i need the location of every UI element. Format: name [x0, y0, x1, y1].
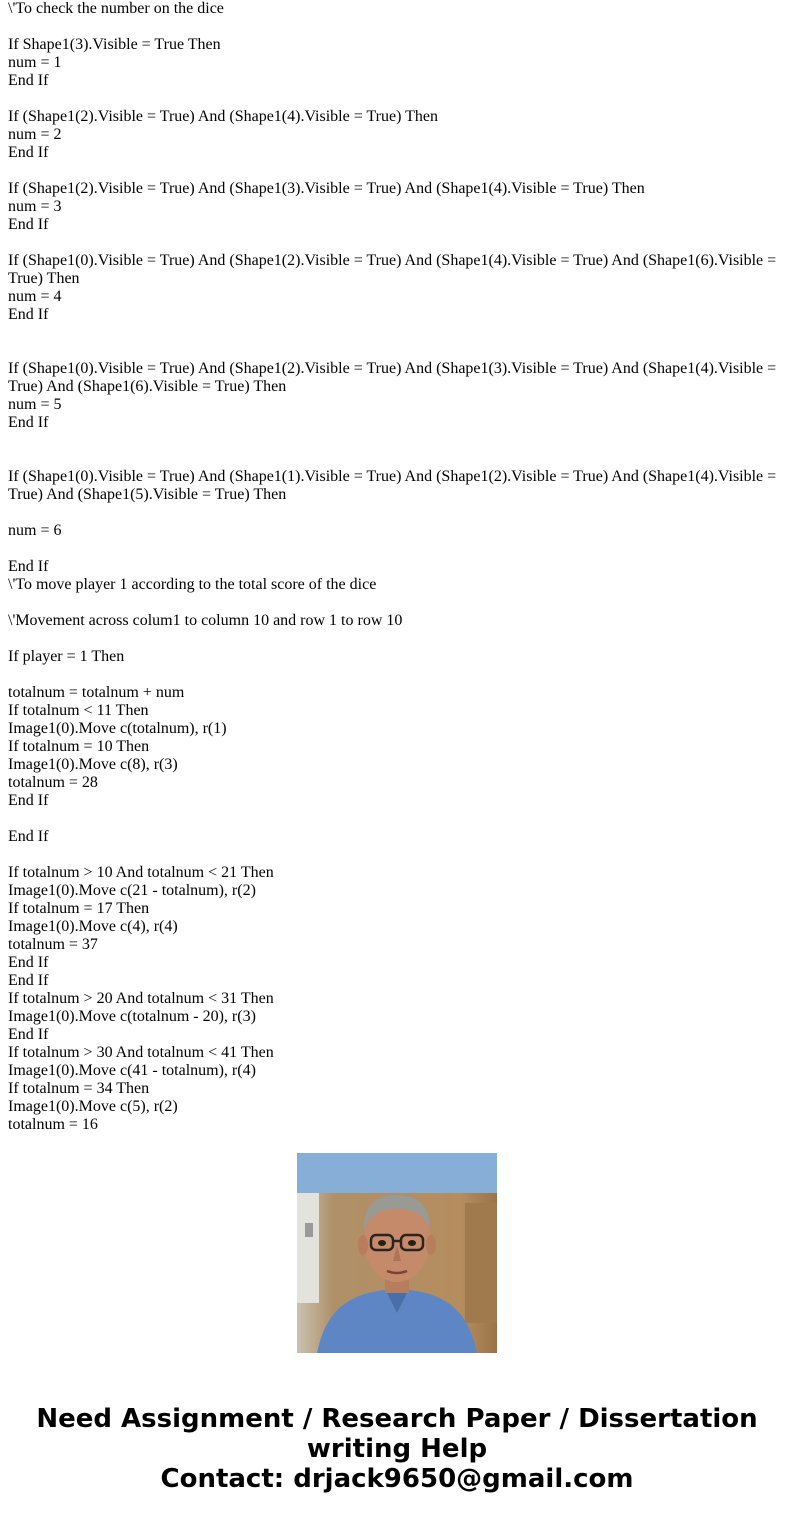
code-line: Image1(0).Move c(4), r(4): [8, 918, 178, 935]
code-line: [8, 90, 784, 108]
code-line: [8, 810, 784, 828]
code-line: End If: [8, 792, 49, 809]
code-line: [8, 666, 784, 684]
code-line: \'To move player 1 according to the total score of the dice: [8, 576, 377, 593]
code-line: totalnum = totalnum + num: [8, 684, 185, 701]
code-line: If totalnum > 30 And totalnum < 41 Then: [8, 1044, 274, 1061]
code-line: If (Shape1(0).Visible = True) And (Shape1(2).Visible = True) And (Shape1(3).Visible = True) And (Shape1(4).Visible = True) And (Shape1(6).Visible = True) Then: [8, 360, 780, 395]
code-line: totalnum = 28: [8, 774, 98, 791]
code-line: [8, 450, 784, 468]
code-line: If Shape1(3).Visible = True Then: [8, 36, 221, 53]
code-line: If totalnum > 20 And totalnum < 31 Then: [8, 990, 274, 1007]
code-line: Image1(0).Move c(8), r(3): [8, 756, 178, 773]
code-line: If totalnum > 10 And totalnum < 21 Then: [8, 864, 274, 881]
code-line: [8, 18, 784, 36]
code-line: num = 1: [8, 54, 62, 71]
code-line: num = 4: [8, 288, 62, 305]
code-line: If totalnum = 10 Then: [8, 738, 150, 755]
code-line: End If: [8, 828, 49, 845]
code-line: End If: [8, 414, 49, 431]
code-line: End If: [8, 72, 49, 89]
code-listing: [8, 0, 784, 1133]
code-line: totalnum = 16: [8, 1116, 98, 1133]
code-line: If totalnum = 34 Then: [8, 1080, 150, 1097]
code-line: End If: [8, 558, 49, 575]
code-line: \'Movement across colum1 to column 10 and row 1 to row 10: [8, 612, 403, 629]
code-line: [8, 432, 784, 450]
code-line: [8, 504, 784, 522]
code-line: If (Shape1(2).Visible = True) And (Shape1(3).Visible = True) And (Shape1(4).Visible = True) Then: [8, 180, 645, 197]
code-line: Image1(0).Move c(totalnum - 20), r(3): [8, 1008, 256, 1025]
code-line: [8, 630, 784, 648]
author-photo: [297, 1153, 497, 1353]
code-line: If (Shape1(0).Visible = True) And (Shape1(1).Visible = True) And (Shape1(2).Visible = True) And (Shape1(4).Visible = True) And (Shape1(5).Visible = True) Then: [8, 468, 780, 503]
code-line: End If: [8, 144, 49, 161]
code-line: If player = 1 Then: [8, 648, 125, 665]
code-line: If (Shape1(2).Visible = True) And (Shape1(4).Visible = True) Then: [8, 108, 439, 125]
author-avatar: [297, 1153, 497, 1353]
code-line: [8, 540, 784, 558]
code-line: End If: [8, 972, 49, 989]
help-headline: Need Assignment / Research Paper / Dissertation writing Help: [36, 1404, 758, 1464]
code-line: [8, 342, 784, 360]
code-line: [8, 594, 784, 612]
code-line: [8, 162, 784, 180]
code-line: End If: [8, 216, 49, 233]
code-line: Image1(0).Move c(41 - totalnum), r(4): [8, 1062, 256, 1079]
code-line: \'To check the number on the dice: [8, 0, 224, 17]
code-line: Image1(0).Move c(totalnum), r(1): [8, 720, 227, 737]
code-line: If totalnum = 17 Then: [8, 900, 150, 917]
code-line: num = 3: [8, 198, 62, 215]
code-line: If totalnum < 11 Then: [8, 702, 149, 719]
code-line: num = 5: [8, 396, 62, 413]
code-line: Image1(0).Move c(21 - totalnum), r(2): [8, 882, 256, 899]
code-line: totalnum = 37: [8, 936, 98, 953]
code-line: [8, 324, 784, 342]
code-line: End If: [8, 306, 49, 323]
code-line: [8, 234, 784, 252]
code-line: End If: [8, 954, 49, 971]
code-line: Image1(0).Move c(5), r(2): [8, 1098, 178, 1115]
contact-email: Contact: drjack9650@gmail.com: [160, 1464, 634, 1494]
code-line: [8, 846, 784, 864]
code-line: num = 2: [8, 126, 62, 143]
assignment-help-banner: [0, 1404, 794, 1494]
code-line: If (Shape1(0).Visible = True) And (Shape1(2).Visible = True) And (Shape1(4).Visible = True) And (Shape1(6).Visible = True) Then: [8, 252, 780, 287]
code-line: num = 6: [8, 522, 62, 539]
code-line: End If: [8, 1026, 49, 1043]
